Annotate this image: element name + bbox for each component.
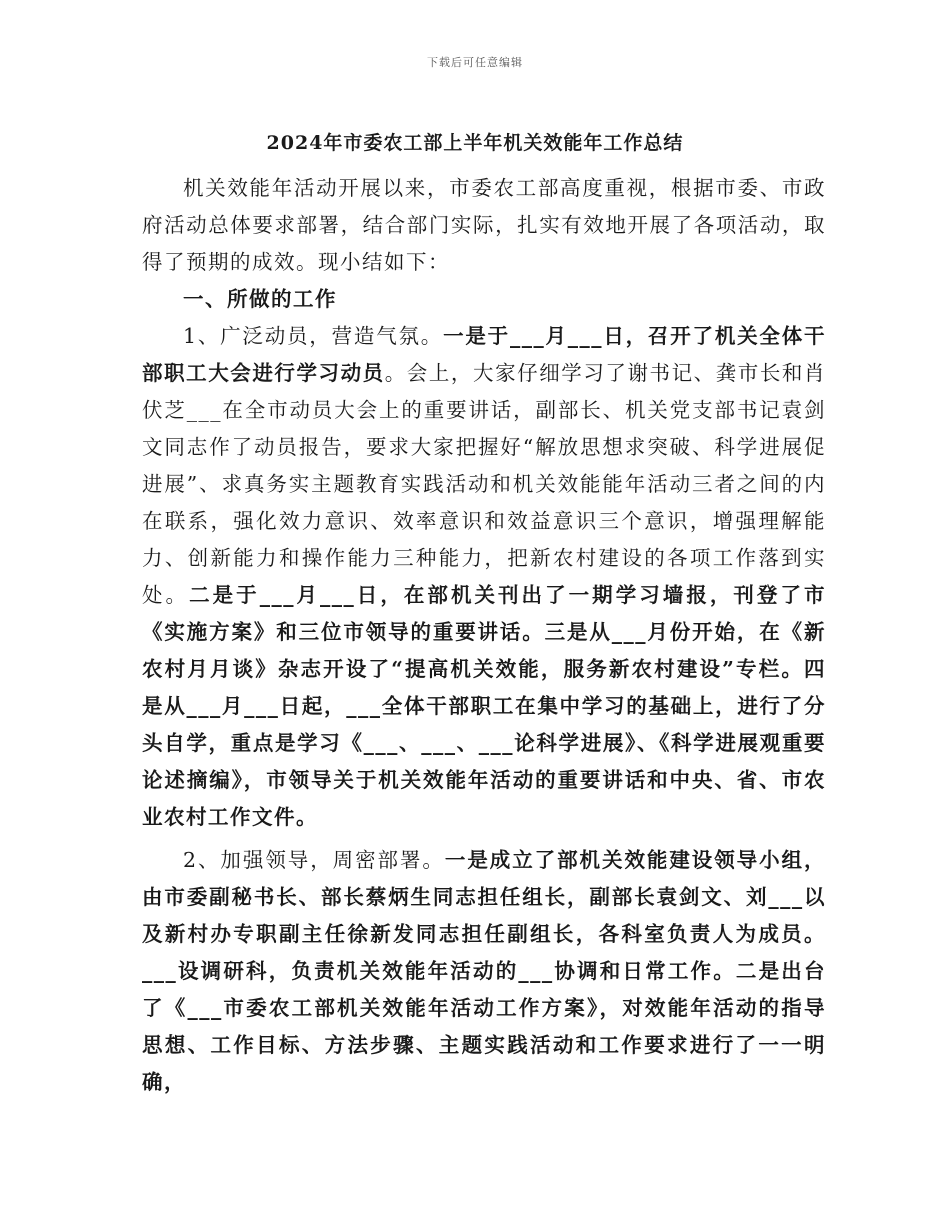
document-body (142, 170, 826, 1101)
intro-paragraph: 机关效能年活动开展以来，市委农工部高度重视，根据市委、市政府活动总体要求部署，结合部门实际，扎实有效地开展了各项活动，取得了预期的成效。现小结如下： (142, 176, 826, 274)
paragraph-1-text: 。会上，大家仔细学习了谢书记、龚市长和肖伏芝___在全市动员大会上的重要讲话，副部长、机关党支部书记袁剑文同志作了动员报告，要求大家把握好“解放思想求突破、科学进展促进展”、求真务实主题教育实践活动和机关效能能年活动三者之间的内在联系，强化效力意识、效率意识和效益意识三个意识，增强理解能力、创新能力和操作能力三种能力，把新农村建设的各项工作落到实处。 (142, 361, 826, 607)
paragraph-2-bold: 一是成立了部机关效能建设领导小组，由市委副秘书长、部长蔡炳生同志担任组长，副部长袁剑文、刘___以及新村办专职副主任徐新发同志担任副组长，各科室负责人为成员。___设调研科，负责机关效能年活动的___协调和日常工作。二是出台了《___市委农工部机关效能年活动工作方案》，对效能年活动的指导思想、工作目标、方法步骤、主题实践活动和工作要求进行了一一明确， (142, 848, 827, 1094)
header-note: 下载后可任意编辑 (427, 56, 523, 69)
paragraph-2 (142, 842, 826, 1101)
document-title: 2024年市委农工部上半年机关效能年工作总结 (266, 132, 684, 154)
paragraph-1-bold-2: 二是于___月___日，在部机关刊出了一期学习墙报，刊登了市《实施方案》和三位市领导的重要讲话。三是从___月份开始，在《新农村月月谈》杂志开设了“提高机关效能，服务新农村建设”专栏。四是从___月___日起，___全体干部职工在集中学习的基础上，进行了分头自学，重点是学习《___、___、___论科学进展》、《科学进展观重要论述摘编》，市领导关于机关效能年活动的重要讲话和中央、省、市农业农村工作文件。 (142, 583, 827, 829)
paragraph-1 (142, 318, 826, 836)
paragraph-1-lead: 1、广泛动员，营造气氛。 (183, 324, 444, 348)
paragraph-2-lead: 2、加强领导，周密部署。 (183, 848, 445, 872)
section-heading: 一、所做的工作 (183, 287, 337, 311)
paragraph-1-bold-1: 一是于___月___日，召开了机关全体干部职工大会进行学习动员 (142, 324, 826, 385)
